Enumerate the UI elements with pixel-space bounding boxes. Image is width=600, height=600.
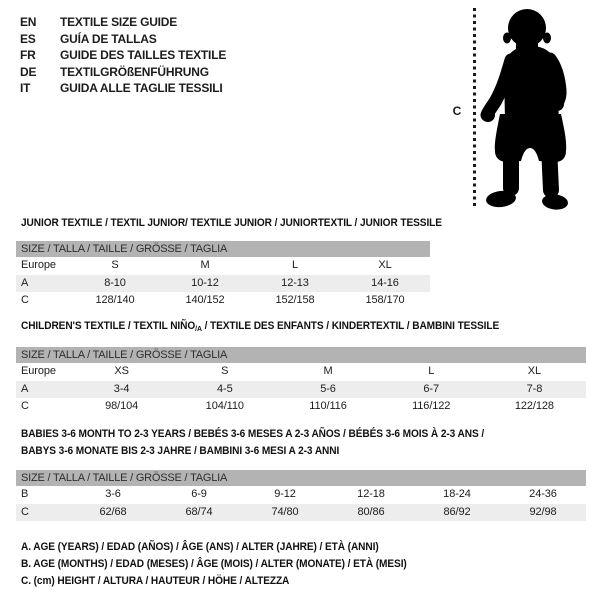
row-label: B bbox=[21, 488, 29, 500]
table-row bbox=[16, 257, 430, 275]
children-table-title bbox=[21, 320, 499, 335]
size-header-bar: SIZE / TALLA / TAILLE / GRÖSSE / TAGLIA bbox=[16, 347, 586, 363]
size-cell: 4-5 bbox=[217, 382, 233, 395]
language-row bbox=[20, 31, 226, 48]
size-cell: 116/122 bbox=[412, 400, 451, 413]
row-label: C bbox=[21, 294, 29, 307]
size-cell: M bbox=[323, 365, 333, 377]
language-label: GUIDA ALLE TAGLIE TESSILI bbox=[60, 81, 223, 95]
language-label: GUÍA DE TALLAS bbox=[60, 31, 157, 46]
children-table bbox=[16, 347, 586, 416]
language-code: ES bbox=[20, 31, 36, 46]
size-cell: 7-8 bbox=[526, 382, 543, 395]
children-table-rows bbox=[16, 363, 586, 416]
size-cell: M bbox=[200, 259, 210, 271]
title-line: BABIES 3-6 MONTH TO 2-3 YEARS / BEBÉS 3-6 MESES A 2-3 AÑOS / BÉBÉS 3-6 MOIS À 2-3 ANS / bbox=[21, 428, 485, 440]
size-cell: 92/98 bbox=[529, 505, 557, 518]
row-label: A bbox=[21, 382, 29, 395]
table-row bbox=[16, 504, 586, 522]
size-cell: L bbox=[291, 259, 299, 271]
row-label: Europe bbox=[21, 259, 56, 271]
figure-height-label: C bbox=[452, 104, 462, 118]
footnote-a: A. AGE (YEARS) / EDAD (AÑOS) / ÂGE (ANS) / ALTER (JAHRE) / ETÀ (ANNI) bbox=[21, 541, 379, 553]
size-cell: 152/158 bbox=[275, 294, 315, 307]
footnote-b: B. AGE (MONTHS) / EDAD (MESES) / ÂGE (MOIS) / ALTER (MONATE) / ETÀ (MESI) bbox=[21, 557, 407, 570]
language-code: FR bbox=[20, 48, 36, 62]
size-cell: S bbox=[221, 365, 229, 377]
table-row bbox=[16, 275, 430, 293]
baby-silhouette-shapes bbox=[481, 9, 569, 211]
size-cell: 12-18 bbox=[357, 488, 385, 500]
size-cell: 3-4 bbox=[113, 382, 130, 395]
size-cell: 5-6 bbox=[320, 382, 336, 395]
size-cell: 80/86 bbox=[357, 505, 385, 518]
size-cell: 8-10 bbox=[104, 276, 126, 289]
table-row bbox=[16, 381, 586, 399]
junior-table bbox=[16, 241, 430, 310]
size-cell: 14-16 bbox=[371, 276, 399, 289]
height-dashed-line bbox=[473, 8, 476, 208]
language-label: TEXTILGRÖßENFÜHRUNG bbox=[60, 64, 209, 79]
size-cell: 6-7 bbox=[423, 382, 440, 395]
footnotes bbox=[21, 539, 407, 589]
size-cell: 74/80 bbox=[271, 505, 299, 518]
size-cell: 122/128 bbox=[514, 400, 554, 413]
table-row bbox=[16, 363, 586, 381]
size-cell: 158/170 bbox=[365, 294, 405, 307]
size-cell: 104/110 bbox=[205, 400, 244, 413]
language-label: GUIDE DES TAILLES TEXTILE bbox=[60, 48, 227, 62]
babies-table-title bbox=[21, 426, 484, 460]
size-cell: XS bbox=[114, 365, 129, 377]
language-code: IT bbox=[20, 81, 31, 95]
table-row bbox=[16, 398, 586, 416]
size-cell: 12-13 bbox=[281, 276, 309, 289]
row-label: Europe bbox=[21, 365, 56, 377]
table-row bbox=[16, 292, 430, 310]
footnote-c: C. (cm) HEIGHT / ALTURA / HAUTEUR / HÖHE / ALTEZZA bbox=[21, 574, 290, 587]
title-text: JUNIOR TEXTILE / TEXTIL JUNIOR/ TEXTILE JUNIOR / JUNIORTEXTIL / JUNIOR TESSILE bbox=[21, 217, 442, 229]
junior-table-title bbox=[21, 217, 442, 232]
title-subscript: /A bbox=[195, 324, 202, 333]
language-row bbox=[20, 80, 226, 97]
language-label: TEXTILE SIZE GUIDE bbox=[60, 15, 178, 29]
language-code: EN bbox=[20, 15, 37, 29]
size-cell: 86/92 bbox=[443, 505, 471, 518]
row-label: A bbox=[21, 276, 29, 289]
table-row bbox=[16, 486, 586, 504]
language-row bbox=[20, 14, 226, 31]
size-cell: 6-9 bbox=[191, 488, 207, 500]
junior-table-rows bbox=[16, 257, 430, 310]
size-cell: 110/116 bbox=[309, 400, 347, 413]
language-row bbox=[20, 64, 226, 81]
size-cell: 9-12 bbox=[274, 488, 296, 500]
size-cell: 128/140 bbox=[95, 294, 135, 307]
size-cell: XL bbox=[378, 259, 392, 271]
size-cell: S bbox=[111, 259, 119, 271]
baby-silhouette bbox=[480, 2, 590, 212]
size-cell: 24-36 bbox=[529, 488, 557, 500]
row-label: C bbox=[21, 400, 29, 413]
title-text: / TEXTILE DES ENFANTS / KINDERTEXTIL / BAMBINI TESSILE bbox=[201, 320, 500, 332]
size-cell: 68/74 bbox=[185, 505, 213, 518]
size-cell: 62/68 bbox=[99, 505, 127, 518]
babies-table bbox=[16, 470, 586, 521]
size-cell: 98/104 bbox=[105, 400, 139, 413]
size-header-bar: SIZE / TALLA / TAILLE / GRÖSSE / TAGLIA bbox=[16, 470, 586, 486]
title-text: CHILDREN'S TEXTILE / TEXTIL NIÑO bbox=[21, 320, 196, 332]
babies-table-rows bbox=[16, 486, 586, 521]
language-code: DE bbox=[20, 64, 37, 79]
size-header-bar: SIZE / TALLA / TAILLE / GRÖSSE / TAGLIA bbox=[16, 241, 430, 257]
size-cell: 10-12 bbox=[191, 276, 219, 289]
language-row bbox=[20, 47, 226, 64]
size-cell: 18-24 bbox=[443, 488, 471, 500]
row-label: C bbox=[21, 505, 29, 518]
size-cell: L bbox=[428, 365, 435, 377]
size-cell: 140/152 bbox=[185, 294, 225, 307]
size-cell: XL bbox=[527, 365, 542, 377]
size-cell: 3-6 bbox=[105, 488, 121, 500]
title-line: BABYS 3-6 MONATE BIS 2-3 JAHRE / BAMBINI 3-6 MESI A 2-3 ANNI bbox=[21, 445, 340, 457]
language-list bbox=[20, 14, 226, 97]
